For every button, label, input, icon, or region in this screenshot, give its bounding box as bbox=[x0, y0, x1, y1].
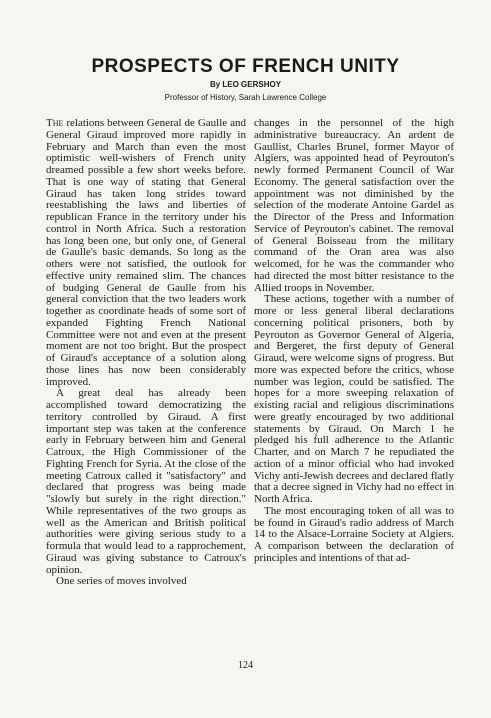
paragraph-text: relations between General de Gaulle and General Giraud improved more rapidly in February and March than even the most optimistic well-wishers of French unity dreamed possible a few short weeks before. That is one way of stating that General Giraud has taken long strides toward reestablishing the laws and liberties of republican France in the territory under his control in North Africa. Such a restoration has long been one, but only one, of General de Gaulle's basic demands. So long as the others were not satisfied, the outlook for effective unity remained slim. The chances of budging General de Gaulle from his general conviction that the two leaders work together as coordinate heads of some sort of expanded Fighting French National Committee were not and even at the present moment are not too bright. But the prospect of Giraud's acceptance of a solution along those lines has now been considerably improved. bbox=[46, 118, 246, 388]
lead-word: The bbox=[46, 118, 64, 129]
paragraph: One series of moves involved bbox=[56, 575, 187, 588]
paragraph: The most encouraging token of all was to be found in Giraud's radio address of March 14 to the Alsace-Lorraine Society at Algiers. A comparison between the declaration of principles and intentions of that ad- bbox=[254, 504, 454, 564]
left-column bbox=[46, 118, 246, 598]
paragraph: These actions, together with a number of more or less general liberal declarations concerning political prisoners, both by Peyrouton as Governor General of Algeria, and Bergeret, the first deputy of General Giraud, were welcome signs of progress. But more was expected before the critics, whose number was legion, could be satisfied. The hopes for a more sweeping relaxation of existing racial and religious discriminations were greatly encouraged by two additional statements by Giraud. On March 1 he pledged his full adherence to the Atlantic Charter, and on March 7 he repudiated the action of a minor official who had invoked Vichy anti-Jewish decrees and declared flatly that a decree signed in Vichy had no effect in North Africa. bbox=[254, 293, 454, 505]
right-column bbox=[254, 118, 454, 598]
paragraph bbox=[46, 118, 246, 388]
author-byline: By LEO GERSHOY bbox=[209, 80, 282, 89]
paragraph: A great deal has already been accomplished toward democratizing the territory controlled by Giraud. A first important step was taken at the conference early in February between him and General Catroux, the High Commissioner of the Fighting French for Syria. At the close of the meeting Catroux called it "satisfactory" and declared that progress was being made "slowly but surely in the right direction." While representatives of the two groups as well as the American and British political authorities were giving serious study to a formula that would lead to a rapprochement, Giraud was giving substance to Catroux's opinion. bbox=[46, 387, 246, 576]
author-affiliation: Professor of History, Sarah Lawrence College bbox=[164, 93, 327, 102]
paragraph: changes in the personnel of the high administrative bureaucracy. An ardent de Gaullist, Charles Brunel, former Mayor of Algiers, was appointed head of Peyrouton's newly formed Permanent Council of War Economy. The general satisfaction over the appointment was not diminished by the selection of the moderate Antoine Gardel as the Director of the Press and Information Service of Peyrouton's cabinet. The removal of General Boisseau from the military command of the Oran area was also welcomed, for he was the commander who had directed the most bitter resistance to the Allied troops in November. bbox=[254, 118, 454, 294]
page-number: 124 bbox=[238, 660, 253, 671]
article-title: PROSPECTS OF FRENCH UNITY bbox=[91, 56, 400, 77]
